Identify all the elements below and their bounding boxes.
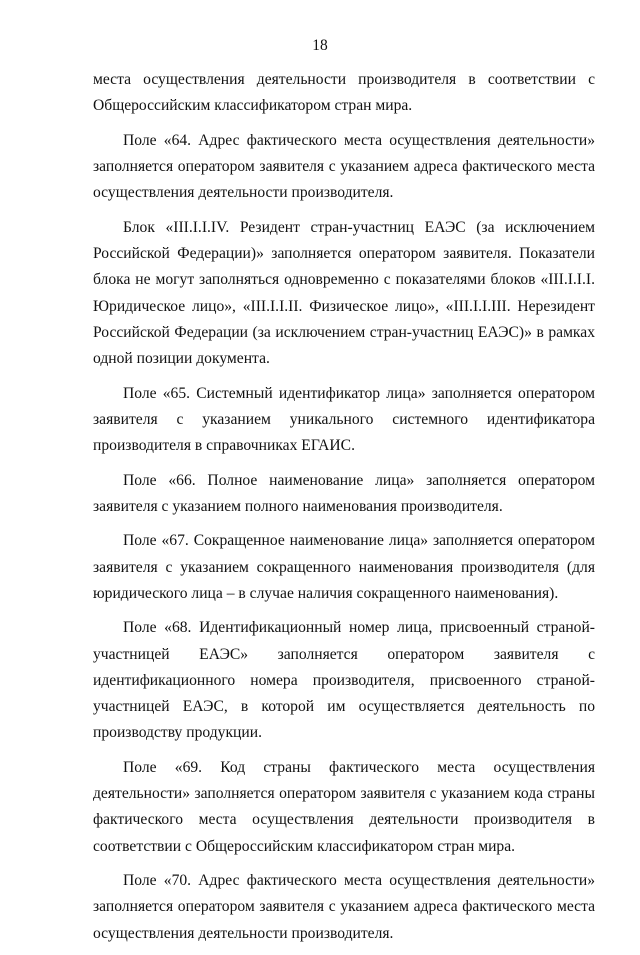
paragraph-field-64: Поле «64. Адрес фактического места осуществления деятельности» заполняется оператором заявителя с указанием адреса фактического места осуществления деятельности производителя. <box>93 131 595 202</box>
paragraph-block-iii-i-i-iv: Блок «III.I.I.IV. Резидент стран-участниц ЕАЭС (за исключением Российской Федерации)» заполняется оператором заявителя. Показатели блока не могут заполняться одновременно с показателями блоков «III.I.I.I. Юридическое лицо», «III.I.I.II. Физическое лицо», «III.I.I.III. Нерезидент Российской Федерации (за исключением стран-участниц ЕАЭС)» в рамках одной позиции документа. <box>93 218 595 368</box>
paragraph-field-68: Поле «68. Идентификационный номер лица, присвоенный страной-участницей ЕАЭС» заполняется оператором заявителя с идентификационного номера производителя, присвоенного страной-участницей ЕАЭС, в которой им осуществляется деятельность по производству продукции. <box>93 619 595 742</box>
document-body <box>93 67 595 955</box>
paragraph-field-67: Поле «67. Сокращенное наименование лица» заполняется оператором заявителя с указанием сокращенного наименования производителя (для юридического лица – в случае наличия сокращенного наименования). <box>93 532 595 602</box>
paragraph-field-65: Поле «65. Системный идентификатор лица» заполняется оператором заявителя с указанием уникального системного идентификатора производителя в справочниках ЕГАИС. <box>93 384 595 455</box>
page-number: 18 <box>312 37 328 54</box>
paragraph-field-66: Поле «66. Полное наименование лица» заполняется оператором заявителя с указанием полного наименования производителя. <box>93 471 595 515</box>
paragraph-field-69: Поле «69. Код страны фактического места осуществления деятельности» заполняется оператором заявителя с указанием кода страны фактического места осуществления деятельности производителя в соответствии с Общероссийским классификатором стран мира. <box>93 758 595 855</box>
paragraph-field-70: Поле «70. Адрес фактического места осуществления деятельности» заполняется оператором заявителя с указанием адреса фактического места осуществления деятельности производителя. <box>93 872 595 942</box>
paragraph-continuation: места осуществления деятельности производителя в соответствии с Общероссийским классификатором стран мира. <box>93 71 595 115</box>
